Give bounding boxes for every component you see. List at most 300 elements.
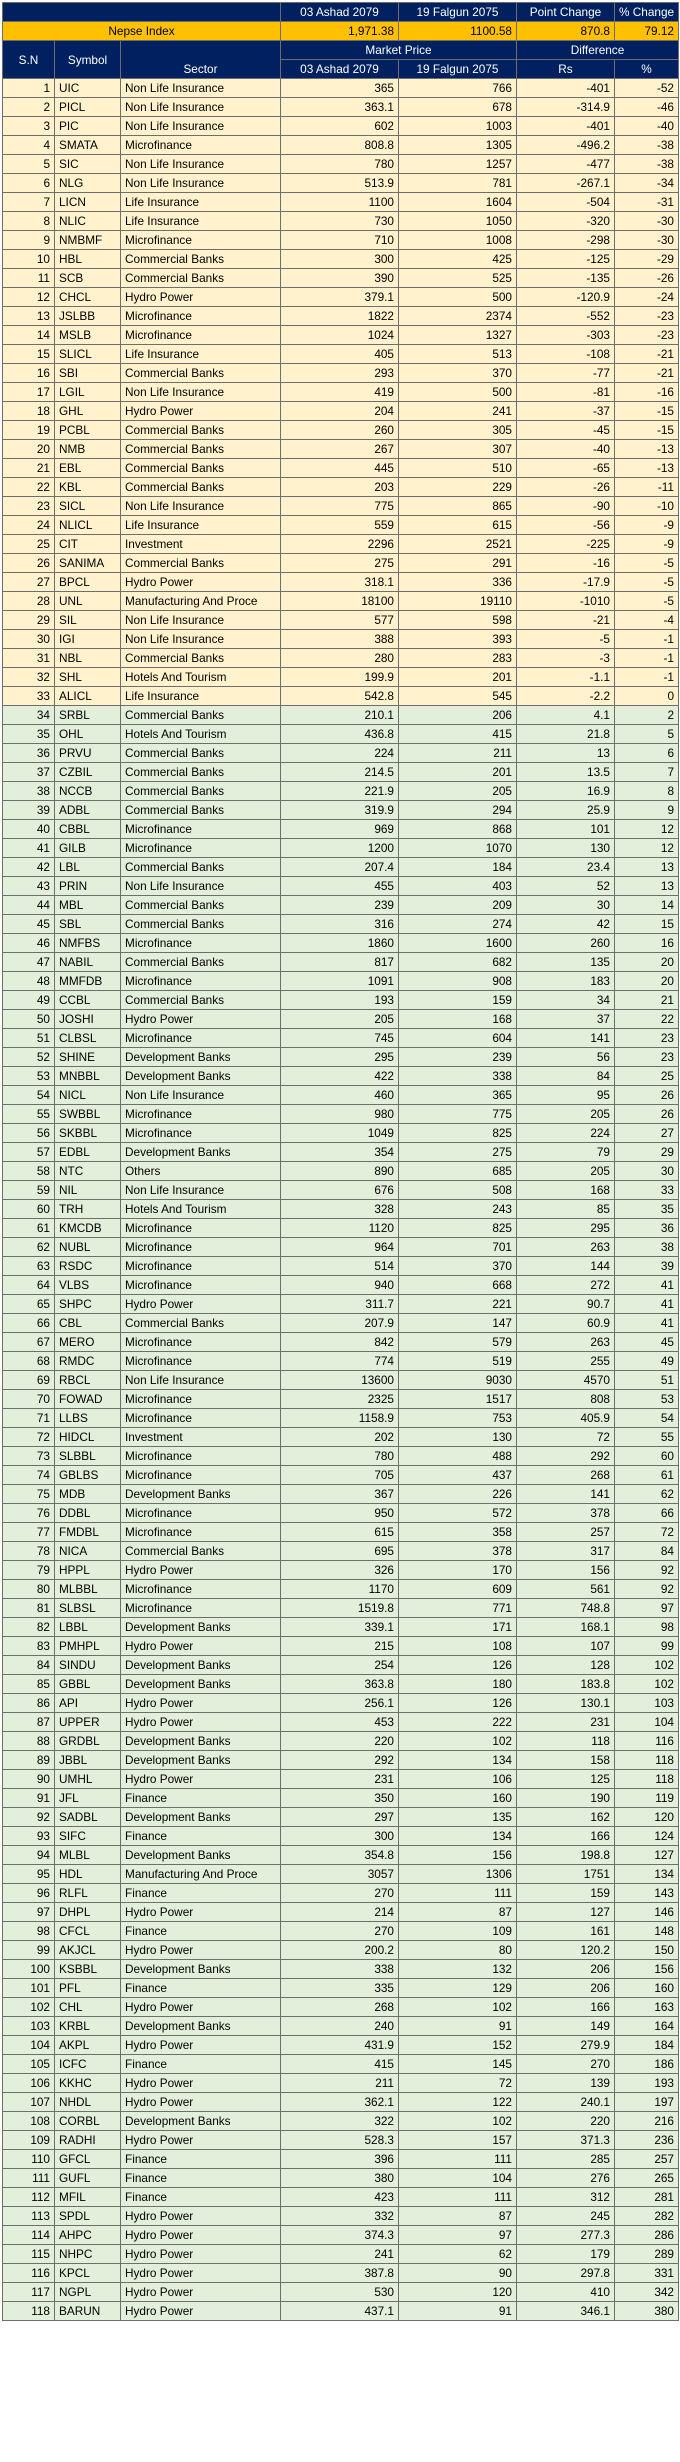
symbol-cell: KSBBL <box>55 1960 121 1979</box>
symbol-cell: NLG <box>55 174 121 193</box>
sector-cell: Non Life Insurance <box>121 1086 281 1105</box>
price-2079-cell: 808.8 <box>281 136 399 155</box>
sector-cell: Development Banks <box>121 1732 281 1751</box>
table-row <box>3 725 679 744</box>
sector-cell: Development Banks <box>121 1751 281 1770</box>
diff-rs-cell: -496.2 <box>517 136 615 155</box>
diff-pct-cell: 36 <box>615 1219 679 1238</box>
price-2075-cell: 102 <box>399 1732 517 1751</box>
diff-rs-cell: -552 <box>517 307 615 326</box>
sn-cell: 4 <box>3 136 55 155</box>
sector-header: Sector <box>121 41 281 79</box>
symbol-cell: LLBS <box>55 1409 121 1428</box>
diff-rs-cell: 162 <box>517 1808 615 1827</box>
table-row <box>3 782 679 801</box>
diff-rs-cell: 85 <box>517 1200 615 1219</box>
symbol-cell: KBL <box>55 478 121 497</box>
diff-rs-cell: 128 <box>517 1656 615 1675</box>
symbol-cell: BPCL <box>55 573 121 592</box>
symbol-cell: ICFC <box>55 2055 121 2074</box>
diff-pct-cell: -21 <box>615 345 679 364</box>
sn-cell: 40 <box>3 820 55 839</box>
price-2079-cell: 202 <box>281 1428 399 1447</box>
symbol-cell: ALICL <box>55 687 121 706</box>
sector-cell: Non Life Insurance <box>121 383 281 402</box>
table-row <box>3 174 679 193</box>
table-row <box>3 1561 679 1580</box>
symbol-cell: AKPL <box>55 2036 121 2055</box>
diff-pct-cell: -10 <box>615 497 679 516</box>
diff-pct-cell: -30 <box>615 212 679 231</box>
diff-rs-cell: -320 <box>517 212 615 231</box>
price-2079-cell: 367 <box>281 1485 399 1504</box>
price-2075-cell: 403 <box>399 877 517 896</box>
symbol-cell: RLFL <box>55 1884 121 1903</box>
price-2075-cell: 825 <box>399 1124 517 1143</box>
diff-pct-cell: 29 <box>615 1143 679 1162</box>
diff-rs-cell: -21 <box>517 611 615 630</box>
sn-cell: 108 <box>3 2112 55 2131</box>
diff-rs-cell: 13.5 <box>517 763 615 782</box>
diff-rs-cell: 130 <box>517 839 615 858</box>
sector-cell: Microfinance <box>121 1124 281 1143</box>
diff-pct-cell: 102 <box>615 1675 679 1694</box>
diff-pct-cell: -38 <box>615 136 679 155</box>
price-2079-cell: 1200 <box>281 839 399 858</box>
table-row <box>3 649 679 668</box>
table-row <box>3 611 679 630</box>
diff-pct-cell: 22 <box>615 1010 679 1029</box>
sector-cell: Commercial Banks <box>121 1314 281 1333</box>
table-row <box>3 1618 679 1637</box>
table-row <box>3 1751 679 1770</box>
diff-rs-cell: 158 <box>517 1751 615 1770</box>
sector-cell: Commercial Banks <box>121 991 281 1010</box>
diff-rs-cell: 30 <box>517 896 615 915</box>
diff-pct-cell: 134 <box>615 1865 679 1884</box>
diff-rs-cell: 277.3 <box>517 2226 615 2245</box>
diff-rs-cell: 295 <box>517 1219 615 1238</box>
price-2075-cell: 226 <box>399 1485 517 1504</box>
sector-cell: Microfinance <box>121 136 281 155</box>
table-row <box>3 1238 679 1257</box>
diff-pct-cell: 120 <box>615 1808 679 1827</box>
diff-rs-cell: 135 <box>517 953 615 972</box>
nepse-index-row <box>3 22 679 41</box>
price-2075-cell: 1008 <box>399 231 517 250</box>
diff-rs-cell: 285 <box>517 2150 615 2169</box>
diff-rs-cell: -40 <box>517 440 615 459</box>
table-row <box>3 1523 679 1542</box>
price-2079-cell: 890 <box>281 1162 399 1181</box>
price-2075-cell: 72 <box>399 2074 517 2093</box>
diff-pct-cell: -24 <box>615 288 679 307</box>
diff-pct-cell: 103 <box>615 1694 679 1713</box>
symbol-cell: HDL <box>55 1865 121 1884</box>
table-row <box>3 1295 679 1314</box>
sn-cell: 47 <box>3 953 55 972</box>
diff-pct-cell: -13 <box>615 459 679 478</box>
symbol-cell: DHPL <box>55 1903 121 1922</box>
price-2075-cell: 283 <box>399 649 517 668</box>
symbol-cell: NHDL <box>55 2093 121 2112</box>
sector-cell: Commercial Banks <box>121 801 281 820</box>
price-2075-cell: 274 <box>399 915 517 934</box>
diff-pct-cell: -13 <box>615 440 679 459</box>
price-2075-cell: 145 <box>399 2055 517 2074</box>
sn-cell: 45 <box>3 915 55 934</box>
rs-subheader: Rs <box>517 60 615 79</box>
diff-rs-cell: 748.8 <box>517 1599 615 1618</box>
price-2079-cell: 980 <box>281 1105 399 1124</box>
diff-rs-cell: 166 <box>517 1827 615 1846</box>
price-2075-cell: 62 <box>399 2245 517 2264</box>
price-2075-cell: 510 <box>399 459 517 478</box>
diff-rs-cell: 34 <box>517 991 615 1010</box>
table-row <box>3 1542 679 1561</box>
sn-cell: 25 <box>3 535 55 554</box>
price-2075-cell: 701 <box>399 1238 517 1257</box>
price-2075-cell: 868 <box>399 820 517 839</box>
symbol-cell: SIL <box>55 611 121 630</box>
price-change-table <box>2 2 679 2321</box>
symbol-cell: HIDCL <box>55 1428 121 1447</box>
symbol-cell: PRVU <box>55 744 121 763</box>
sn-cell: 37 <box>3 763 55 782</box>
price-2075-cell: 122 <box>399 2093 517 2112</box>
diff-pct-cell: -29 <box>615 250 679 269</box>
diff-pct-cell: -4 <box>615 611 679 630</box>
diff-rs-cell: -303 <box>517 326 615 345</box>
diff-rs-cell: 245 <box>517 2207 615 2226</box>
diff-rs-cell: 268 <box>517 1466 615 1485</box>
price-2079-cell: 203 <box>281 478 399 497</box>
price-2079-cell: 1519.8 <box>281 1599 399 1618</box>
diff-rs-cell: -45 <box>517 421 615 440</box>
price-2075-cell: 519 <box>399 1352 517 1371</box>
diff-rs-cell: 23.4 <box>517 858 615 877</box>
price-2075-cell: 159 <box>399 991 517 1010</box>
date2-header: 19 Falgun 2075 <box>399 3 517 22</box>
table-row <box>3 1485 679 1504</box>
table-row <box>3 1447 679 1466</box>
sector-cell: Commercial Banks <box>121 364 281 383</box>
diff-rs-cell: 141 <box>517 1029 615 1048</box>
sn-cell: 79 <box>3 1561 55 1580</box>
diff-pct-cell: 164 <box>615 2017 679 2036</box>
table-row <box>3 896 679 915</box>
diff-rs-cell: -135 <box>517 269 615 288</box>
sector-cell: Hotels And Tourism <box>121 668 281 687</box>
price-2079-cell: 379.1 <box>281 288 399 307</box>
price-2079-cell: 241 <box>281 2245 399 2264</box>
sector-cell: Commercial Banks <box>121 478 281 497</box>
price-2075-cell: 87 <box>399 1903 517 1922</box>
sn-cell: 80 <box>3 1580 55 1599</box>
price-2075-cell: 338 <box>399 1067 517 1086</box>
price-2079-cell: 211 <box>281 2074 399 2093</box>
sector-cell: Hydro Power <box>121 2302 281 2321</box>
diff-rs-cell: 21.8 <box>517 725 615 744</box>
symbol-cell: MERO <box>55 1333 121 1352</box>
diff-rs-cell: 183.8 <box>517 1675 615 1694</box>
sn-cell: 118 <box>3 2302 55 2321</box>
sector-cell: Non Life Insurance <box>121 497 281 516</box>
sector-cell: Commercial Banks <box>121 896 281 915</box>
symbol-cell: FOWAD <box>55 1390 121 1409</box>
price-2079-cell: 969 <box>281 820 399 839</box>
symbol-cell: SINDU <box>55 1656 121 1675</box>
symbol-cell: SLICL <box>55 345 121 364</box>
sector-cell: Non Life Insurance <box>121 98 281 117</box>
symbol-cell: EDBL <box>55 1143 121 1162</box>
sector-cell: Non Life Insurance <box>121 79 281 98</box>
diff-rs-cell: -26 <box>517 478 615 497</box>
price-2079-cell: 311.7 <box>281 1295 399 1314</box>
price-2075-cell: 243 <box>399 1200 517 1219</box>
diff-rs-cell: 220 <box>517 2112 615 2131</box>
sector-cell: Microfinance <box>121 307 281 326</box>
price-2079-cell: 207.4 <box>281 858 399 877</box>
price-2079-cell: 422 <box>281 1067 399 1086</box>
price-2079-cell: 559 <box>281 516 399 535</box>
diff-pct-cell: 41 <box>615 1295 679 1314</box>
price-2079-cell: 326 <box>281 1561 399 1580</box>
diff-pct-cell: 54 <box>615 1409 679 1428</box>
table-row <box>3 117 679 136</box>
price-2079-cell: 542.8 <box>281 687 399 706</box>
symbol-cell: PFL <box>55 1979 121 1998</box>
price-2079-cell: 455 <box>281 877 399 896</box>
price-2079-cell: 268 <box>281 1998 399 2017</box>
diff-pct-cell: 62 <box>615 1485 679 1504</box>
symbol-cell: HBL <box>55 250 121 269</box>
sn-cell: 55 <box>3 1105 55 1124</box>
diff-pct-cell: 2 <box>615 706 679 725</box>
diff-pct-cell: 116 <box>615 1732 679 1751</box>
diff-pct-cell: 265 <box>615 2169 679 2188</box>
sector-cell: Life Insurance <box>121 345 281 364</box>
symbol-cell: RSDC <box>55 1257 121 1276</box>
price-2075-cell: 307 <box>399 440 517 459</box>
diff-rs-cell: 206 <box>517 1979 615 1998</box>
price-2075-cell: 771 <box>399 1599 517 1618</box>
price-2079-cell: 2296 <box>281 535 399 554</box>
sector-cell: Non Life Insurance <box>121 630 281 649</box>
price-2079-cell: 316 <box>281 915 399 934</box>
diff-rs-cell: 378 <box>517 1504 615 1523</box>
sector-cell: Non Life Insurance <box>121 1181 281 1200</box>
sn-cell: 101 <box>3 1979 55 1998</box>
diff-pct-cell: 23 <box>615 1048 679 1067</box>
diff-pct-cell: -9 <box>615 535 679 554</box>
diff-pct-cell: -16 <box>615 383 679 402</box>
diff-rs-cell: -1.1 <box>517 668 615 687</box>
price-2075-cell: 126 <box>399 1656 517 1675</box>
sn-cell: 104 <box>3 2036 55 2055</box>
symbol-cell: NLIC <box>55 212 121 231</box>
price-2079-cell: 231 <box>281 1770 399 1789</box>
price-2079-cell: 221.9 <box>281 782 399 801</box>
sector-cell: Hydro Power <box>121 2283 281 2302</box>
price-2075-cell: 171 <box>399 1618 517 1637</box>
sn-cell: 97 <box>3 1903 55 1922</box>
sector-cell: Finance <box>121 2055 281 2074</box>
diff-pct-cell: 193 <box>615 2074 679 2093</box>
diff-rs-cell: 118 <box>517 1732 615 1751</box>
price-2075-cell: 358 <box>399 1523 517 1542</box>
diff-pct-cell: 39 <box>615 1257 679 1276</box>
price-2079-cell: 205 <box>281 1010 399 1029</box>
diff-pct-cell: 14 <box>615 896 679 915</box>
diff-rs-cell: 52 <box>517 877 615 896</box>
sector-cell: Microfinance <box>121 1238 281 1257</box>
table-row <box>3 1409 679 1428</box>
diff-pct-cell: 380 <box>615 2302 679 2321</box>
diff-pct-cell: -15 <box>615 402 679 421</box>
symbol-cell: SIFC <box>55 1827 121 1846</box>
price-2075-cell: 221 <box>399 1295 517 1314</box>
sn-cell: 33 <box>3 687 55 706</box>
diff-rs-cell: 297.8 <box>517 2264 615 2283</box>
table-row <box>3 98 679 117</box>
price-2079-cell: 270 <box>281 1922 399 1941</box>
sn-cell: 64 <box>3 1276 55 1295</box>
price-2079-cell: 390 <box>281 269 399 288</box>
symbol-cell: PMHPL <box>55 1637 121 1656</box>
table-row <box>3 1143 679 1162</box>
diff-pct-cell: 286 <box>615 2226 679 2245</box>
symbol-cell: MLBBL <box>55 1580 121 1599</box>
price-2075-cell: 106 <box>399 1770 517 1789</box>
table-row <box>3 402 679 421</box>
diff-rs-cell: 206 <box>517 1960 615 1979</box>
diff-rs-cell: 224 <box>517 1124 615 1143</box>
sn-cell: 36 <box>3 744 55 763</box>
diff-pct-cell: -34 <box>615 174 679 193</box>
price-2079-cell: 1049 <box>281 1124 399 1143</box>
diff-pct-cell: -40 <box>615 117 679 136</box>
diff-pct-cell: 0 <box>615 687 679 706</box>
price-2075-cell: 1305 <box>399 136 517 155</box>
sn-cell: 48 <box>3 972 55 991</box>
diff-pct-cell: 92 <box>615 1561 679 1580</box>
sector-cell: Hotels And Tourism <box>121 725 281 744</box>
sn-header: S.N <box>3 41 55 79</box>
sn-cell: 93 <box>3 1827 55 1846</box>
price-2075-cell: 135 <box>399 1808 517 1827</box>
sn-cell: 77 <box>3 1523 55 1542</box>
sn-cell: 2 <box>3 98 55 117</box>
table-row <box>3 1086 679 1105</box>
symbol-cell: UMHL <box>55 1770 121 1789</box>
sn-cell: 7 <box>3 193 55 212</box>
diff-pct-cell: 60 <box>615 1447 679 1466</box>
price-2079-cell: 220 <box>281 1732 399 1751</box>
diff-rs-cell: -17.9 <box>517 573 615 592</box>
price-2075-cell: 184 <box>399 858 517 877</box>
diff-rs-cell: 107 <box>517 1637 615 1656</box>
diff-pct-cell: 331 <box>615 2264 679 2283</box>
sn-cell: 109 <box>3 2131 55 2150</box>
diff-pct-cell: 104 <box>615 1713 679 1732</box>
sn-cell: 50 <box>3 1010 55 1029</box>
price-2075-cell: 513 <box>399 345 517 364</box>
symbol-cell: GUFL <box>55 2169 121 2188</box>
diff-rs-cell: 149 <box>517 2017 615 2036</box>
sn-cell: 22 <box>3 478 55 497</box>
diff-rs-cell: 101 <box>517 820 615 839</box>
symbol-cell: KKHC <box>55 2074 121 2093</box>
sn-cell: 72 <box>3 1428 55 1447</box>
sn-cell: 90 <box>3 1770 55 1789</box>
symbol-cell: TRH <box>55 1200 121 1219</box>
sn-cell: 9 <box>3 231 55 250</box>
symbol-cell: PRIN <box>55 877 121 896</box>
sector-cell: Commercial Banks <box>121 440 281 459</box>
symbol-header: Symbol <box>55 41 121 79</box>
sn-cell: 95 <box>3 1865 55 1884</box>
price-2079-cell: 318.1 <box>281 573 399 592</box>
diff-pct-cell: 160 <box>615 1979 679 1998</box>
diff-rs-cell: 255 <box>517 1352 615 1371</box>
price-2075-cell: 781 <box>399 174 517 193</box>
price-2075-cell: 609 <box>399 1580 517 1599</box>
price-2075-cell: 130 <box>399 1428 517 1447</box>
difference-header: Difference <box>517 41 679 60</box>
price-2075-cell: 500 <box>399 288 517 307</box>
price-2079-cell: 199.9 <box>281 668 399 687</box>
symbol-cell: SRBL <box>55 706 121 725</box>
sn-cell: 74 <box>3 1466 55 1485</box>
price-2079-cell: 387.8 <box>281 2264 399 2283</box>
symbol-cell: LBL <box>55 858 121 877</box>
symbol-cell: JFL <box>55 1789 121 1808</box>
sn-cell: 68 <box>3 1352 55 1371</box>
sector-cell: Hydro Power <box>121 1998 281 2017</box>
price-2079-cell: 710 <box>281 231 399 250</box>
table-row <box>3 1903 679 1922</box>
symbol-cell: SIC <box>55 155 121 174</box>
price-2075-cell: 678 <box>399 98 517 117</box>
diff-rs-cell: 16.9 <box>517 782 615 801</box>
price-2075-cell: 1517 <box>399 1390 517 1409</box>
price-2075-cell: 170 <box>399 1561 517 1580</box>
sector-cell: Investment <box>121 535 281 554</box>
symbol-cell: NHPC <box>55 2245 121 2264</box>
diff-pct-cell: 184 <box>615 2036 679 2055</box>
sn-cell: 65 <box>3 1295 55 1314</box>
symbol-cell: PICL <box>55 98 121 117</box>
table-row <box>3 839 679 858</box>
price-2079-cell: 214.5 <box>281 763 399 782</box>
table-row <box>3 2074 679 2093</box>
price-2075-cell: 1050 <box>399 212 517 231</box>
diff-pct-cell: 41 <box>615 1314 679 1333</box>
sector-cell: Hydro Power <box>121 2207 281 2226</box>
table-row <box>3 1865 679 1884</box>
price-2075-cell: 97 <box>399 2226 517 2245</box>
sector-cell: Hydro Power <box>121 573 281 592</box>
symbol-cell: NTC <box>55 1162 121 1181</box>
sector-cell: Life Insurance <box>121 516 281 535</box>
diff-pct-cell: 289 <box>615 2245 679 2264</box>
symbol-cell: SLBSL <box>55 1599 121 1618</box>
price-2075-cell: 134 <box>399 1827 517 1846</box>
price-2079-cell: 240 <box>281 2017 399 2036</box>
diff-pct-cell: -5 <box>615 592 679 611</box>
sector-cell: Hydro Power <box>121 2226 281 2245</box>
